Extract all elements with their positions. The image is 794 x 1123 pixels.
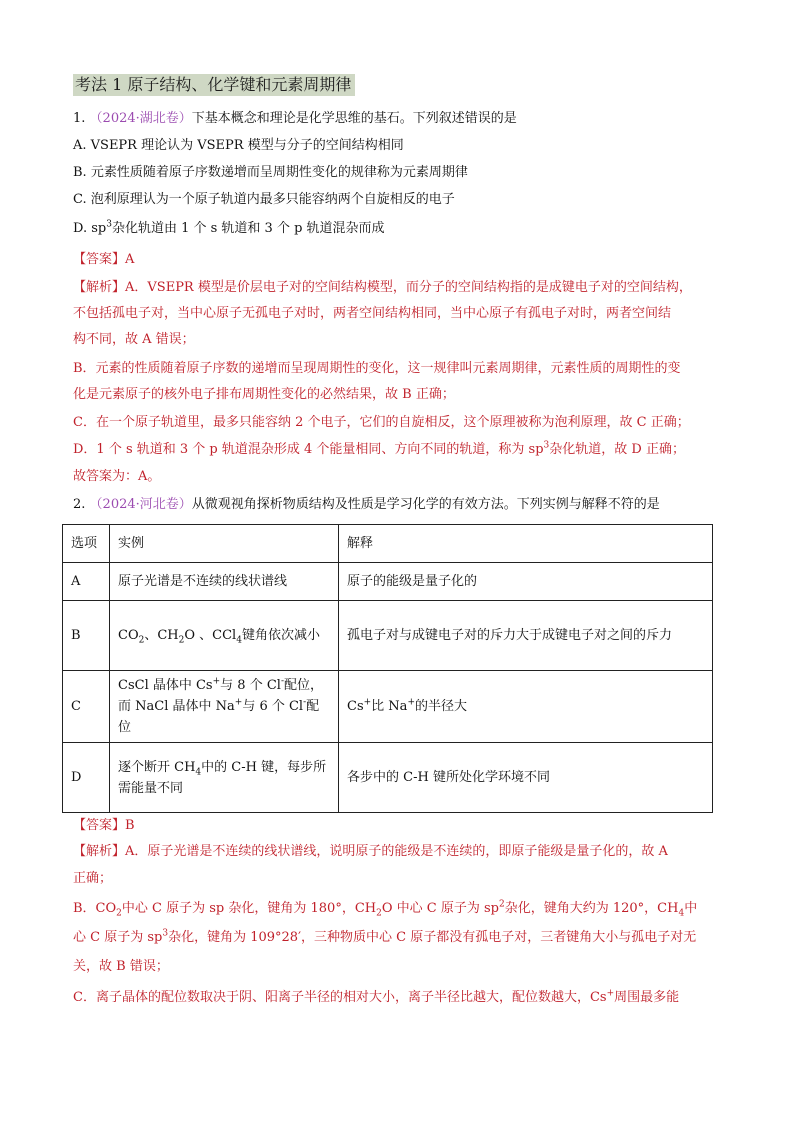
row-b-ex-2: 、CH — [144, 628, 179, 643]
q2-number: 2. — [73, 497, 86, 512]
row-b-ex-sub-2: 2 — [178, 635, 185, 646]
row-c-ex-sup-2: - — [280, 676, 284, 687]
q1-option-c: C. 泡利原理认为一个原子轨道内最多只能容纳两个自旋相反的电子 — [73, 192, 455, 207]
q2-b2-2: 杂化，键角为 109°28′，三种物质中心 C 原子都没有孤电子对，三者键角大小与孤电子对无 — [168, 930, 697, 945]
row-c-ex-4: 而 NaCl 晶体中 Na — [118, 699, 235, 714]
q1-analysis-line-6: C．在一个原子轨道里，最多只能容纳 2 个电子，它们的自旋相反，这个原理被称为泡利原理，故 C 正确； — [73, 415, 690, 430]
q1-option-d — [73, 220, 733, 238]
row-c-exp-sup-2: + — [407, 697, 415, 708]
row-b-explanation: 孤电子对与成键电子对的斥力大于成键电子对之间的斥力 — [339, 601, 713, 671]
header-explanation: 解释 — [339, 525, 713, 563]
q1-answer-value: A — [125, 252, 135, 267]
q1-answer — [73, 251, 733, 269]
q1-option-d-post: 杂化轨道由 1 个 s 轨道和 3 个 p 轨道混杂而成 — [111, 221, 385, 236]
q1-stem-text: 下基本概念和理论是化学思维的基石。下列叙述错误的是 — [191, 111, 517, 126]
q1-source: （2024·湖北卷） — [89, 111, 192, 126]
q2-answer — [73, 817, 733, 835]
row-a-option: A — [63, 563, 110, 601]
row-d-ex-2: 中的 C-H 键，每步所需能量不同 — [118, 759, 327, 796]
q2-b1-3: O 中心 C 原子为 sp — [381, 901, 499, 916]
row-a-explanation: 原子的能级是量子化的 — [339, 563, 713, 601]
q2-table — [62, 524, 713, 813]
table-row — [63, 671, 713, 743]
row-c-ex-2: 与 8 个 Cl — [220, 678, 281, 693]
q2-analysis-line-4 — [73, 929, 733, 947]
q1-stem — [73, 110, 733, 128]
q2-analysis-line-5: 关，故 B 错误； — [73, 959, 169, 974]
q2-b1-4: 杂化，键角大约为 120°，CH — [504, 901, 679, 916]
row-d-example — [110, 743, 339, 813]
table-row — [63, 601, 713, 671]
row-c-option: C — [63, 671, 110, 743]
q1-analysis-line-2: 不包括孤电子对，当中心原子无孤电子对时，两者空间结构相同，当中心原子有孤电子对时，两者空间结 — [73, 306, 672, 321]
row-c-exp-3: 的半径大 — [414, 699, 467, 714]
q2-b2-1: 心 C 原子为 sp — [73, 930, 163, 945]
q1-analysis-d-pre: D．1 个 s 轨道和 3 个 p 轨道混杂形成 4 个能量相同、方向不同的轨道，称为 sp — [73, 442, 544, 457]
header-example: 实例 — [110, 525, 339, 563]
row-c-explanation — [339, 671, 713, 743]
q2-answer-value: B — [125, 818, 135, 833]
table-row — [63, 743, 713, 813]
q1-analysis-label: 【解析】 — [73, 280, 126, 295]
q1-analysis-d-sup: 3 — [543, 440, 550, 451]
row-c-ex-sup-4: - — [303, 697, 307, 708]
row-c-exp-1: Cs — [347, 699, 364, 714]
q1-option-d-sup: 3 — [106, 219, 112, 230]
row-c-ex-3: 配位， — [283, 678, 323, 693]
q1-answer-label: 【答案】 — [73, 252, 126, 267]
row-d-ex-1: 逐个断开 CH — [118, 759, 196, 775]
q2-analysis-line-2: 正确； — [73, 871, 113, 886]
row-a-example: 原子光谱是不连续的线状谱线 — [110, 563, 339, 601]
row-b-ex-3: O 、CCl — [184, 628, 237, 643]
q2-b1-sub-4: 4 — [678, 908, 685, 919]
table-header-row — [63, 525, 713, 563]
q1-analysis-line-7 — [73, 441, 733, 459]
row-c-ex-sup-3: + — [234, 697, 243, 708]
q2-analysis-line-6 — [73, 989, 733, 1007]
q1-analysis-line-3: 构不同，故 A 错误； — [73, 332, 195, 347]
row-c-ex-6: 配位 — [118, 699, 320, 735]
q2-answer-label: 【答案】 — [73, 818, 126, 833]
header-option: 选项 — [63, 525, 110, 563]
row-b-ex-4: 键角依次减小 — [241, 628, 320, 643]
row-b-ex-sub-1: 2 — [138, 635, 145, 646]
row-c-ex-1: CsCl 晶体中 Cs — [118, 678, 213, 693]
q2-b1-sub-1: 2 — [116, 908, 122, 919]
q1-analysis-text-1: A．VSEPR 模型是价层电子对的空间结构模型，而分子的空间结构指的是成键电子对的空间结构， — [125, 280, 692, 295]
q1-option-a: A. VSEPR 理论认为 VSEPR 模型与分子的空间结构相同 — [73, 138, 404, 153]
q1-option-b: B. 元素性质随着原子序数递增而呈周期性变化的规律称为元素周期律 — [73, 165, 468, 180]
q2-analysis-a-1: A．原子光谱是不连续的线状谱线，说明原子的能级是不连续的，即原子能级是量子化的，故 A — [125, 844, 668, 859]
q2-c-sup-1: + — [606, 988, 615, 999]
q2-stem — [73, 496, 733, 514]
q2-analysis-line-3 — [73, 900, 733, 918]
row-c-exp-2: 比 Na — [371, 699, 408, 714]
q2-source: （2024·河北卷） — [89, 497, 192, 512]
q2-analysis-line-1 — [73, 843, 733, 861]
row-b-ex-1: CO — [118, 628, 139, 643]
row-b-example — [110, 601, 339, 671]
q2-b2-sup-1: 3 — [162, 928, 169, 939]
row-d-option: D — [63, 743, 110, 813]
q2-c-2: 周围最多能 — [614, 990, 680, 1005]
q2-b1-sub-2: 2 — [376, 908, 382, 919]
row-b-option: B — [63, 601, 110, 671]
table-row — [63, 563, 713, 601]
row-c-example — [110, 671, 339, 743]
q1-conclusion: 故答案为：A。 — [73, 469, 161, 484]
q2-c-1: C．离子晶体的配位数取决于阴、阳离子半径的相对大小，离子半径比越大，配位数越大，Cs — [73, 990, 607, 1005]
q2-b1-5: 中 — [684, 901, 698, 916]
row-d-explanation: 各步中的 C-H 键所处化学环境不同 — [339, 743, 713, 813]
q2-b1-1: B．CO — [73, 901, 117, 916]
q2-stem-text: 从微观视角探析物质结构及性质是学习化学的有效方法。下列实例与解释不符的是 — [191, 497, 660, 512]
q1-analysis-line-1 — [73, 279, 733, 297]
row-c-ex-5: 与 6 个 Cl — [242, 699, 304, 714]
q1-analysis-line-4: B．元素的性质随着原子序数的递增而呈现周期性的变化，这一规律叫元素周期律，元素性质的周期性的变 — [73, 361, 681, 376]
q1-number: 1. — [73, 111, 86, 126]
q2-b1-2: 中心 C 原子为 sp 杂化，键角为 180°，CH — [121, 901, 377, 916]
q1-option-d-pre: D. sp — [73, 221, 107, 236]
section-title: 考法 1 原子结构、化学键和元素周期律 — [73, 74, 355, 96]
row-d-ex-sub-1: 4 — [195, 767, 202, 778]
q2-b1-sup-3: 2 — [498, 899, 505, 910]
row-c-exp-sup-1: + — [363, 697, 372, 708]
q1-analysis-line-5: 化是元素原子的核外电子排布周期性变化的必然结果，故 B 正确； — [73, 387, 455, 402]
row-c-ex-sup-1: + — [212, 676, 221, 687]
q1-analysis-d-post: 杂化轨道，故 D 正确； — [549, 442, 685, 457]
q2-analysis-label: 【解析】 — [73, 844, 126, 859]
row-b-ex-sub-3: 4 — [236, 635, 242, 646]
